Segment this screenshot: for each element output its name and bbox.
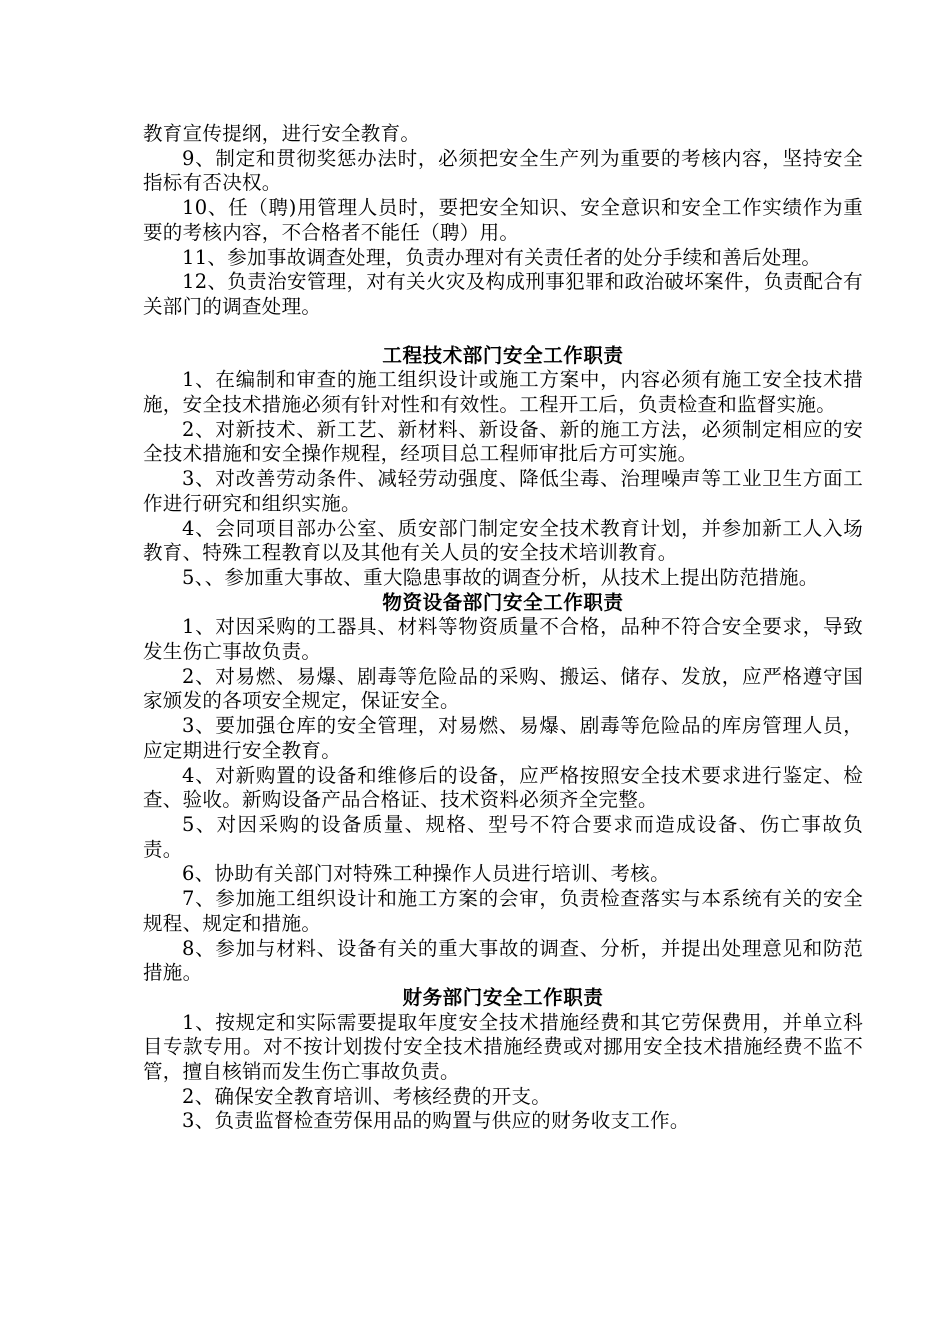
paragraph: 10、任（聘)用管理人员时，要把安全知识、安全意识和安全工作实绩作为重要的考核内容，不合格者不能任（聘）用。 <box>143 196 863 244</box>
section-finance <box>143 986 863 1134</box>
paragraph: 6、协助有关部门对特殊工种操作人员进行培训、考核。 <box>182 862 670 886</box>
section-engineering <box>143 344 863 591</box>
paragraph: 1、对因采购的工器具、材料等物资质量不合格，品种不符合安全要求，导致发生伤亡事故负责。 <box>143 615 863 664</box>
paragraph: 4、对新购置的设备和维修后的设备，应严格按照安全技术要求进行鉴定、检查、验收。新购设备产品合格证、技术资料必须齐全完整。 <box>143 763 863 812</box>
section-heading: 物资设备部门安全工作职责 <box>382 590 624 614</box>
paragraph: 11、参加事故调查处理，负责办理对有关责任者的处分手续和善后处理。 <box>182 245 822 269</box>
section-continuation <box>143 122 863 320</box>
paragraph: 2、确保安全教育培训、考核经费的开支。 <box>182 1084 552 1108</box>
document-page <box>143 122 863 1134</box>
paragraph: 3、要加强仓库的安全管理，对易燃、易爆、剧毒等危险品的库房管理人员，应定期进行安全教育。 <box>143 714 863 762</box>
paragraph: 8、参加与材料、设备有关的重大事故的调查、分析，并提出处理意见和防范措施。 <box>143 936 863 985</box>
paragraph: 3、负责监督检查劳保用品的购置与供应的财务收支工作。 <box>182 1109 690 1133</box>
paragraph: 2、对易燃、易爆、剧毒等危险品的采购、搬运、储存、发放，应严格遵守国家颁发的各项安全规定，保证安全。 <box>143 664 863 713</box>
section-heading: 工程技术部门安全工作职责 <box>382 343 624 367</box>
section-heading: 财务部门安全工作职责 <box>402 985 604 1009</box>
paragraph: 4、会同项目部办公室、质安部门制定安全技术教育计划，并参加新工人入场教育、特殊工程教育以及其他有关人员的安全技术培训教育。 <box>143 516 863 565</box>
paragraph: 3、对改善劳动条件、减轻劳动强度、降低尘毒、治理噪声等工业卫生方面工作进行研究和组织实施。 <box>143 467 863 515</box>
paragraph: 5、、参加重大事故、重大隐患事故的调查分析，从技术上提出防范措施。 <box>182 565 819 589</box>
paragraph: 7、参加施工组织设计和施工方案的会审，负责检查落实与本系统有关的安全规程、规定和措施。 <box>143 887 863 935</box>
paragraph: 12、负责治安管理，对有关火灾及构成刑事犯罪和政治破坏案件，负责配合有关部门的调查处理。 <box>143 270 863 318</box>
section-materials <box>143 591 863 986</box>
paragraph: 教育宣传提纲，进行安全教育。 <box>143 122 421 145</box>
paragraph: 1、按规定和实际需要提取年度安全技术措施经费和其它劳保费用，并单立科目专款专用。对不按计划拨付安全技术措施经费或对挪用安全技术措施经费不监不管，擅自核销而发生伤亡事故负责。 <box>143 1010 863 1084</box>
spacer <box>143 320 863 344</box>
paragraph: 1、在编制和审查的施工组织设计或施工方案中，内容必须有施工安全技术措施，安全技术措施必须有针对性和有效性。工程开工后，负责检查和监督实施。 <box>143 368 863 417</box>
paragraph: 9、制定和贯彻奖惩办法时，必须把安全生产列为重要的考核内容，坚持安全指标有否决权。 <box>143 146 863 195</box>
paragraph: 5、对因采购的设备质量、规格、型号不符合要求而造成设备、伤亡事故负责。 <box>143 812 863 861</box>
paragraph: 2、对新技术、新工艺、新材料、新设备、新的施工方法，必须制定相应的安全技术措施和安全操作规程，经项目总工程师审批后方可实施。 <box>143 417 863 466</box>
